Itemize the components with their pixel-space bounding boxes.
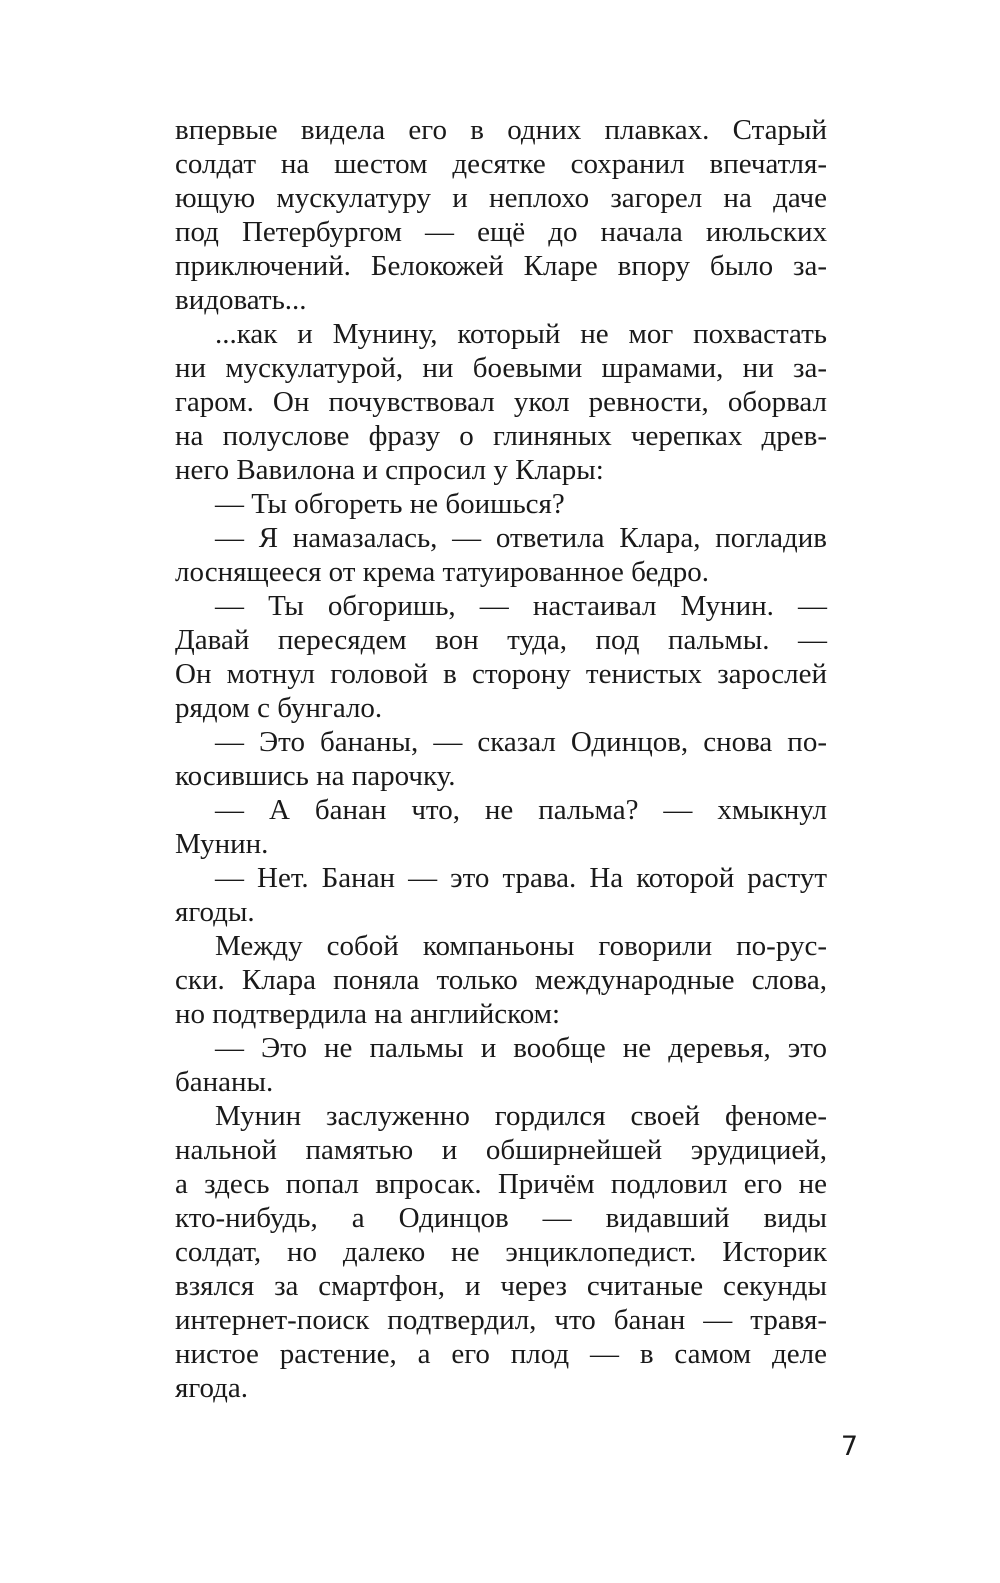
text-line: ягода. — [175, 1372, 249, 1404]
page-number: 7 — [840, 1431, 858, 1462]
text-line: — Нет. Банан — это трава. На которой растут — [215, 862, 827, 894]
text-line: лоснящееся от крема татуированное бедро. — [175, 556, 709, 588]
text-line: гаром. Он почувствовал укол ревности, оборвал — [175, 386, 827, 418]
text-line: — Это не пальмы и вообще не деревья, это — [215, 1032, 827, 1064]
text-line: ...как и Мунину, который не мог похвастать — [215, 318, 827, 350]
text-line: ягоды. — [175, 896, 255, 928]
text-line: а здесь попал впросак. Причём подловил его не — [175, 1168, 827, 1200]
text-line: нальной памятью и обширнейшей эрудицией, — [175, 1134, 827, 1166]
text-line: Давай пересядем вон туда, под пальмы. — — [175, 624, 827, 656]
text-line: — Я намазалась, — ответила Клара, погладив — [215, 522, 827, 554]
text-line: солдат, но далеко не энциклопедист. Историк — [175, 1236, 827, 1268]
text-line: Мунин заслуженно гордился своей феноме- — [215, 1100, 827, 1132]
text-line: — А банан что, не пальма? — хмыкнул — [215, 794, 827, 826]
text-line: Мунин. — [175, 828, 269, 860]
text-line: приключений. Белокожей Кларе впору было за- — [175, 250, 827, 282]
page-body-text — [175, 113, 827, 1405]
text-line: него Вавилона и спросил у Клары: — [175, 454, 604, 486]
text-line: — Это бананы, — сказал Одинцов, снова по- — [215, 726, 827, 758]
text-line: видовать... — [175, 284, 307, 316]
text-line: ски. Клара поняла только международные слова, — [175, 964, 827, 996]
text-line: косившись на парочку. — [175, 760, 456, 792]
text-line: кто-нибудь, а Одинцов — видавший виды — [175, 1202, 827, 1234]
text-line: рядом с бунгало. — [175, 692, 383, 724]
text-line: нистое растение, а его плод — в самом деле — [175, 1338, 827, 1370]
text-line: солдат на шестом десятке сохранил впечатля- — [175, 148, 827, 180]
text-line: бананы. — [175, 1066, 274, 1098]
text-line: Между собой компаньоны говорили по-рус- — [215, 930, 827, 962]
text-line: впервые видела его в одних плавках. Старый — [175, 114, 827, 146]
text-line: Он мотнул головой в сторону тенистых зарослей — [175, 658, 827, 690]
text-line: но подтвердила на английском: — [175, 998, 561, 1030]
text-line: — Ты обгоришь, — настаивал Мунин. — — [215, 590, 827, 622]
text-line: на полуслове фразу о глиняных черепках древ- — [175, 420, 827, 452]
text-line: ющую мускулатуру и неплохо загорел на даче — [175, 182, 827, 214]
text-line: интернет-поиск подтвердил, что банан — травя- — [175, 1304, 827, 1336]
text-line: взялся за смартфон, и через считаные секунды — [175, 1270, 827, 1302]
text-line: — Ты обгореть не боишься? — [215, 488, 565, 520]
text-line: ни мускулатурой, ни боевыми шрамами, ни за- — [175, 352, 827, 384]
text-line: под Петербургом — ещё до начала июльских — [175, 216, 827, 248]
